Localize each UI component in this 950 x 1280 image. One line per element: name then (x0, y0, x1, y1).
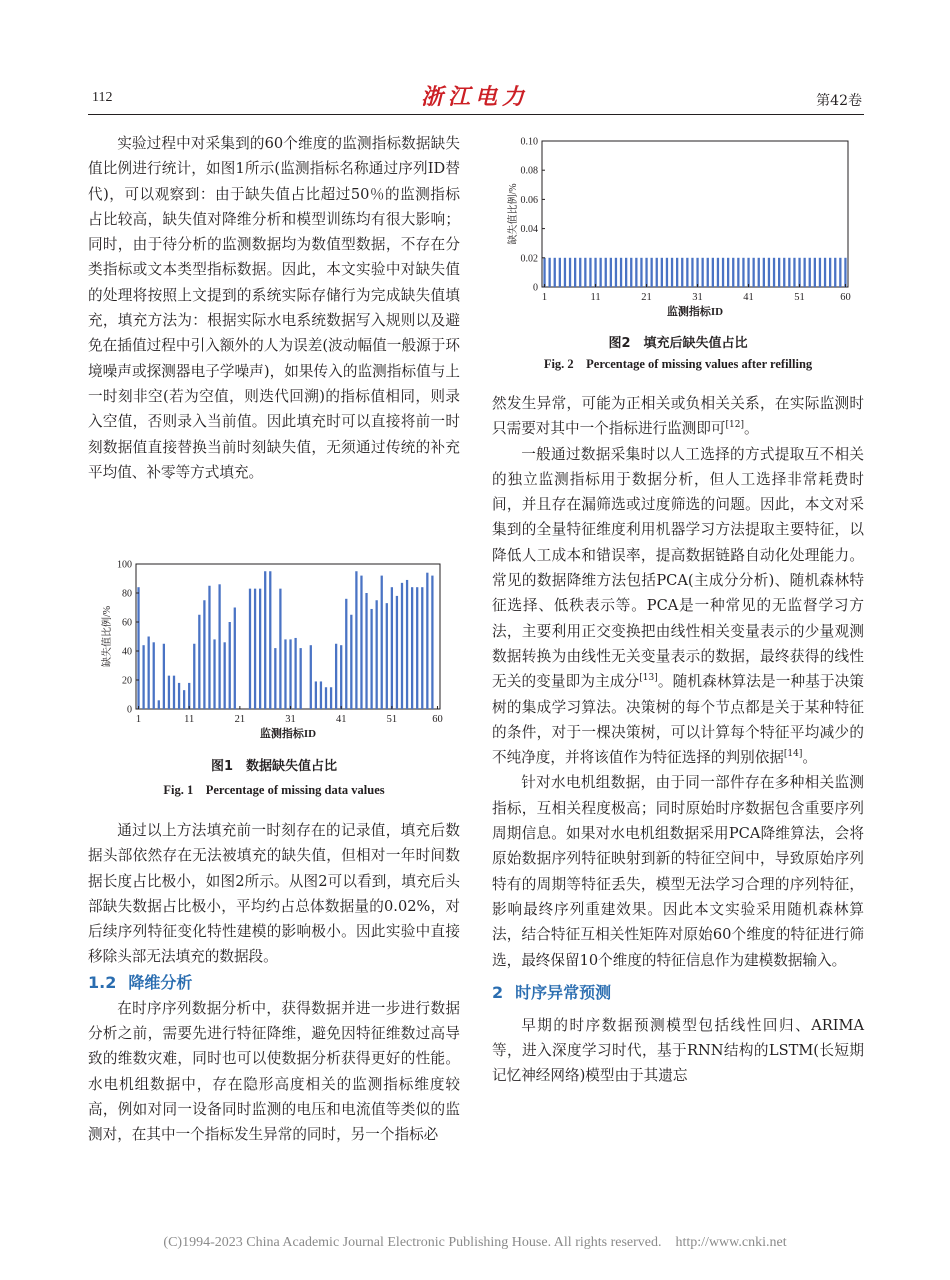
x-tick-label: 51 (794, 292, 805, 303)
page-number: 112 (92, 90, 113, 105)
footer-url: http://www.cnki.net (675, 1235, 787, 1250)
bar (264, 571, 266, 709)
bar (747, 258, 749, 287)
bar (605, 258, 607, 287)
bar (158, 700, 160, 709)
bar (589, 258, 591, 287)
bar (645, 258, 647, 287)
x-tick-label: 41 (743, 292, 754, 303)
x-tick-label: 21 (641, 292, 652, 303)
paragraph: 在时序序列数据分析中，获得数据并进一步进行数据分析之前，需要先进行特征降维，避免因特征维数过高导致的维数灾难，同时也可以使数据分析获得更好的性能。水电机组数据中，存在隐形高度相关的监测指标维度较高，例如对同一设备同时监测的电压和电流值等类似的监测对，在其中一个指标发生异常的同时，另一个指标必 (88, 999, 460, 1144)
bar (213, 639, 215, 709)
bar (635, 258, 637, 287)
bar (814, 258, 816, 287)
figure-1 (88, 552, 460, 802)
bar (396, 596, 398, 709)
bar (829, 258, 831, 287)
bar (727, 258, 729, 287)
section-number: 1.2 (88, 972, 117, 992)
bar (783, 258, 785, 287)
text-run: 。 (802, 749, 817, 767)
copyright-notice: (C)1994-2023 China Academic Journal Electronic Publishing House. All rights reserved. (163, 1235, 662, 1250)
left-column-top (88, 131, 460, 485)
bar (259, 589, 261, 709)
bar (188, 683, 190, 709)
bar (681, 258, 683, 287)
bar (702, 258, 704, 287)
x-axis-label: 监测指标ID (259, 728, 317, 740)
bar (753, 258, 755, 287)
bar (300, 648, 302, 709)
bar (600, 258, 602, 287)
bar (712, 258, 714, 287)
bar (651, 258, 653, 287)
bar (717, 258, 719, 287)
bar (193, 644, 195, 709)
y-tick-label: 0 (127, 704, 132, 716)
x-tick-label: 60 (432, 714, 443, 725)
citation: [13] (639, 673, 658, 684)
bar (173, 676, 175, 709)
paragraph (492, 391, 864, 442)
bar (839, 258, 841, 287)
bar (559, 258, 561, 287)
x-tick-label: 31 (692, 292, 703, 303)
bar (178, 683, 180, 709)
bar (431, 576, 433, 709)
y-tick-label: 60 (122, 617, 132, 629)
bar (543, 258, 545, 287)
right-column (492, 391, 864, 1089)
text-run: 。 (744, 420, 759, 438)
bar (666, 258, 668, 287)
text-run: 然发生异常，可能为正相关或负相关关系，在实际监测时只需要对其中一个指标进行监测即可 (492, 395, 864, 438)
bar (320, 681, 322, 709)
bar (426, 573, 428, 709)
bar (625, 258, 627, 287)
bar (294, 638, 296, 709)
bar (365, 593, 367, 709)
bar (163, 644, 165, 709)
bar (691, 258, 693, 287)
missing-values-after-refill-chart (492, 128, 864, 324)
x-tick-label: 41 (335, 714, 347, 725)
paragraph (492, 442, 864, 771)
section-title: 降维分析 (128, 972, 193, 992)
bar (554, 258, 556, 287)
bar (610, 258, 612, 287)
bar (279, 589, 281, 709)
citation: [14] (783, 749, 803, 760)
bar (686, 258, 688, 287)
bar (148, 637, 150, 710)
bar (630, 258, 632, 287)
bar (707, 258, 709, 287)
bar (168, 676, 170, 709)
bar (203, 600, 205, 709)
y-axis-label: 缺失值比例/% (102, 605, 113, 668)
section-number: 2 (492, 982, 504, 1002)
bar (574, 258, 576, 287)
x-tick-label: 31 (285, 714, 296, 725)
bar (142, 645, 144, 709)
bar (416, 587, 418, 709)
figure-caption-en: Fig. 2 Percentage of missing values after refilling (543, 357, 813, 371)
y-tick-label: 0.02 (520, 253, 538, 265)
bar (208, 586, 210, 709)
section-heading (492, 980, 864, 1006)
y-tick-label: 0.10 (520, 136, 538, 148)
volume-label: 第42卷 (816, 93, 862, 109)
bar (798, 258, 800, 287)
bar (274, 648, 276, 709)
bar (676, 258, 678, 287)
bar (584, 258, 586, 287)
x-tick-label: 60 (840, 292, 851, 303)
bar (381, 576, 383, 709)
bar (284, 639, 286, 709)
paragraph: 通过以上方法填充前一时刻存在的记录值，填充后数据头部依然存在无法被填充的缺失值，但相对一年时间数据长度占比极小，如图2所示。从图2可以看到，填充后头部缺失数据占比极小，平均约占总体数据量的0.02%，对后续序列特征变化特性建模的影响极小。因此实验中直接移除头部无法填充的数据段。 (88, 822, 460, 966)
bar (218, 584, 220, 709)
bar (325, 687, 327, 709)
figure-caption-en: Fig. 1 Percentage of missing data values (163, 783, 385, 797)
text-run: 。随机森林算法是一种基于决策树的集成学习算法。决策树的每个节点都是关于某种特征的条件，对于一棵决策树，可以计算每个特征平均减少的不纯净度，并将该值作为特征选择的判别依据 (492, 673, 864, 767)
bar (778, 258, 780, 287)
bar (615, 258, 617, 287)
y-tick-label: 0.06 (520, 194, 538, 206)
bar (594, 258, 596, 287)
bar (722, 258, 724, 287)
bar (406, 580, 408, 709)
bar (788, 258, 790, 287)
bar (224, 642, 226, 709)
bar (310, 645, 312, 709)
bar (411, 587, 413, 709)
bar (742, 258, 744, 287)
bar (254, 589, 256, 709)
x-axis-label: 监测指标ID (666, 306, 724, 318)
bar (360, 576, 362, 709)
footer (0, 1235, 950, 1251)
bar (386, 603, 388, 709)
bar (234, 608, 236, 710)
bar (819, 258, 821, 287)
bar (732, 258, 734, 287)
bar (671, 258, 673, 287)
bar (401, 583, 403, 709)
paragraph: 针对水电机组数据，由于同一部件存在多种相关监测指标，互相关程度极高；同时原始时序数据包含重要序列周期信息。如果对水电机组数据采用PCA降维算法，会将原始数据序列特征映射到新的特征空间中，导致原始序列特有的周期等特征丢失，模型无法学习合理的序列特征，影响最终序列重建效果。因此本文实验采用随机森林算法，结合特征互相关性矩阵对原始60个维度的特征进行筛选，最终保留10个维度的特征信息作为建模数据输入。 (492, 774, 864, 969)
bar (696, 258, 698, 287)
bar (335, 644, 337, 709)
bar (345, 599, 347, 709)
y-tick-label: 100 (117, 559, 132, 571)
bar (569, 258, 571, 287)
bar (350, 615, 352, 709)
bar (793, 258, 795, 287)
bar (758, 258, 760, 287)
bar (620, 258, 622, 287)
bar (834, 258, 836, 287)
bar (549, 258, 551, 287)
header-rule (88, 114, 864, 115)
bar (640, 258, 642, 287)
bar (330, 687, 332, 709)
text-run: 一般通过数据采集时以人工选择的方式提取互不相关的独立监测指标用于数据分析，但人工选择非常耗费时间，并且存在漏筛选或过度筛选的问题。因此，本文对采集到的全量特征维度利用机器学习方法提取主要特征，以降低人工成本和错误率，提高数据链路自动化处理能力。常见的数据降维方法包括PCA(主成分分析)、随机森林特征选择、低秩表示等。PCA是一种常见的无监督学习方法，主要利用正交变换把由线性相关变量表示的少量观测数据转换为由线性无关变量表示的数据，最终获得的线性无关的变量即为主成分 (492, 445, 864, 691)
bar (661, 258, 663, 287)
bar (421, 587, 423, 709)
paragraph: 早期的时序数据预测模型包括线性回归、ARIMA等，进入深度学习时代，基于RNN结构的LSTM(长短期记忆神经网络)模型由于其遗忘 (492, 1016, 864, 1085)
bar (844, 258, 846, 287)
left-column-bottom (88, 818, 460, 1148)
x-tick-label: 21 (234, 714, 246, 725)
bar (183, 690, 185, 709)
bar (370, 609, 372, 709)
y-axis-label: 缺失值比例/% (508, 183, 519, 245)
paragraph: 实验过程中对采集到的60个维度的监测指标数据缺失值比例进行统计，如图1所示(监测指标名称通过序列ID替代)，可以观察到：由于缺失值占比超过50％的监测指标占比较高，缺失值对降维分析和模型训练均有很大影响；同时，由于待分析的监测数据均为数值型数据，不存在分类指标或文本类型指标数据。因此，本文实验中对缺失值的处理将按照上文提到的系统实际存储行为完成缺失值填充，填充方法为：根据实际水电系统数据写入规则以及避免在插值过程中引入额外的人为误差(波动幅值一般源于环境噪声或探测器电子学噪声)，如果传入的监测指标值与上一时刻非空(若为空值，则迭代回溯)的指标值相同，则录入空值，否则录入当前值。因此填充时可以直接将前一时刻数据值直接替换当前时刻缺失值，无须通过传统的补充平均值、补零等方式填充。 (88, 135, 460, 481)
missing-values-chart (88, 552, 460, 747)
y-tick-label: 80 (122, 588, 132, 600)
bar (579, 258, 581, 287)
bar (809, 258, 811, 287)
y-tick-label: 0.04 (520, 224, 538, 236)
y-tick-label: 20 (122, 675, 132, 687)
bar (198, 615, 200, 709)
bar (340, 645, 342, 709)
x-tick-label: 11 (184, 714, 195, 725)
bar (269, 571, 271, 709)
plot-frame (136, 564, 440, 709)
x-tick-label: 1 (541, 292, 548, 303)
x-tick-label: 51 (386, 714, 398, 725)
bar (229, 622, 231, 709)
bar (376, 600, 378, 709)
section-heading (88, 970, 460, 996)
y-tick-label: 40 (122, 646, 132, 658)
bar (768, 258, 770, 287)
bar (763, 258, 765, 287)
bar (315, 681, 317, 709)
bar (773, 258, 775, 287)
bar (824, 258, 826, 287)
figure-caption-cn: 图1 数据缺失值占比 (210, 759, 338, 774)
bar (391, 587, 393, 709)
bar (737, 258, 739, 287)
bar (656, 258, 658, 287)
bar (564, 258, 566, 287)
bar (355, 571, 357, 709)
bar (289, 639, 291, 709)
bar (137, 587, 139, 709)
x-tick-label: 1 (135, 714, 142, 725)
bar (249, 589, 251, 709)
figure-caption-cn: 图2 填充后缺失值占比 (608, 336, 748, 351)
y-tick-label: 0.08 (520, 165, 538, 177)
bar (804, 258, 806, 287)
section-title: 时序异常预测 (515, 982, 612, 1002)
x-tick-label: 11 (590, 292, 601, 303)
journal-title: 浙江电力 (420, 85, 529, 110)
bar (153, 642, 155, 709)
figure-2 (492, 128, 864, 373)
y-tick-label: 0 (533, 282, 538, 294)
citation: [12] (725, 420, 744, 431)
plot-frame (542, 141, 848, 287)
